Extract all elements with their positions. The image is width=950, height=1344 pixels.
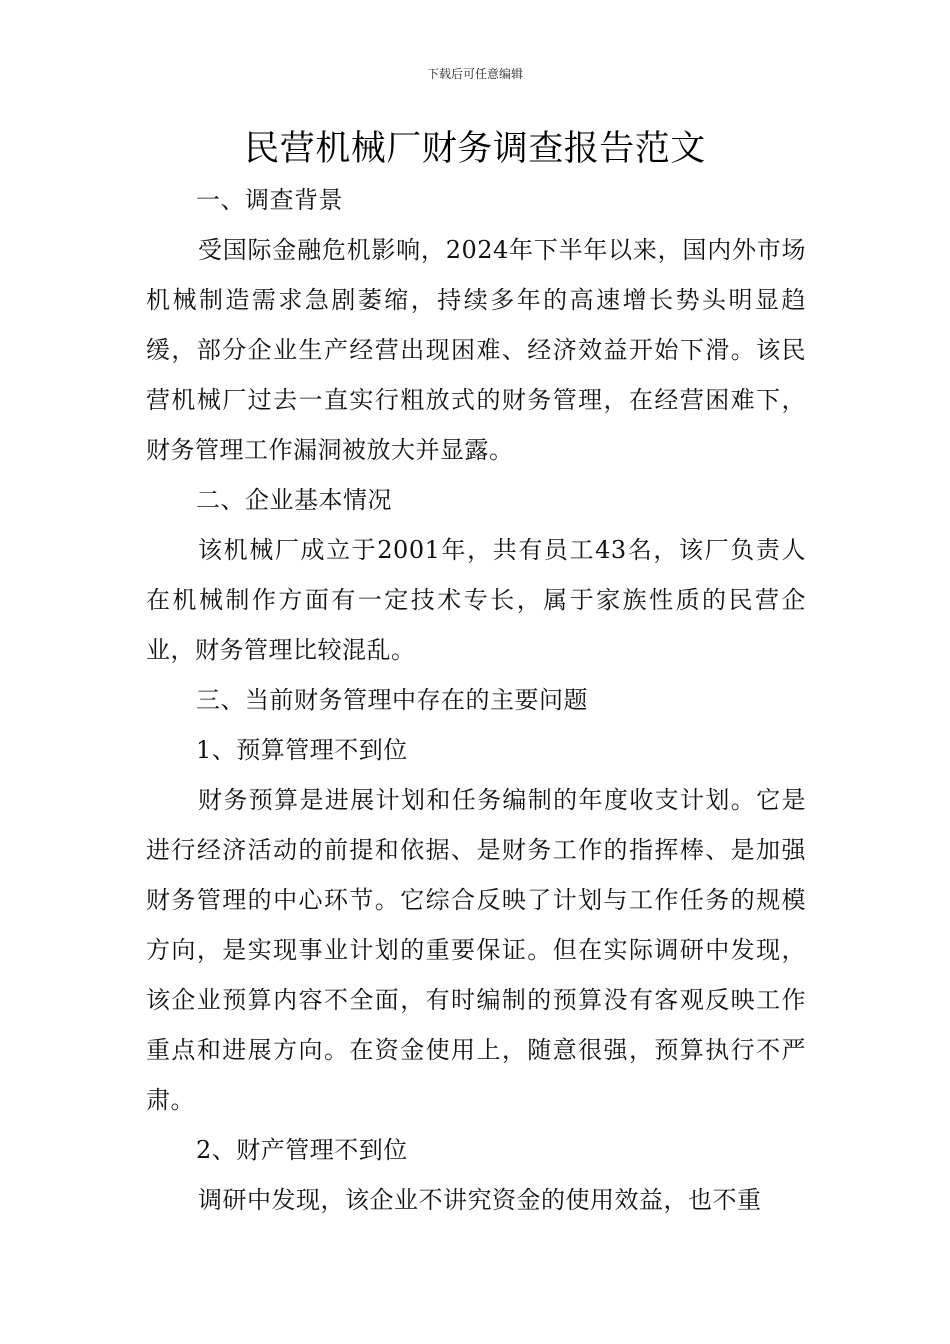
header-note: 下载后可任意编辑 [426,67,523,81]
document-title: 民营机械厂财务调查报告范文 [244,129,706,169]
subsection-heading-budget: 1、预算管理不到位 [196,736,408,764]
document-body [146,175,806,1225]
paragraph-property: 调研中发现，该企业不讲究资金的使用效益，也不重 [198,1186,762,1214]
section-heading-background: 一、调查背景 [196,186,343,214]
paragraph-budget: 财务预算是进展计划和任务编制的年度收支计划。它是进行经济活动的前提和依据、是财务工作的指挥棒、是加强财务管理的中心环节。它综合反映了计划与工作任务的规模方向，是实现事业计划的重要保证。但在实际调研中发现，该企业预算内容不全面，有时编制的预算没有客观反映工作重点和进展方向。在资金使用上，随意很强，预算执行不严肃。 [146,786,806,1114]
section-heading-main-problems: 三、当前财务管理中存在的主要问题 [196,686,588,714]
paragraph-company-info: 该机械厂成立于2001年，共有员工43名，该厂负责人在机械制作方面有一定技术专长，属于家族性质的民营企业，财务管理比较混乱。 [146,536,806,664]
paragraph-background: 受国际金融危机影响，2024年下半年以来，国内外市场机械制造需求急剧萎缩，持续多年的高速增长势头明显趋缓，部分企业生产经营出现困难、经济效益开始下滑。该民营机械厂过去一直实行粗放式的财务管理，在经营困难下，财务管理工作漏洞被放大并显露。 [146,236,806,464]
section-heading-company-info: 二、企业基本情况 [196,486,392,514]
subsection-heading-property: 2、财产管理不到位 [196,1136,408,1164]
